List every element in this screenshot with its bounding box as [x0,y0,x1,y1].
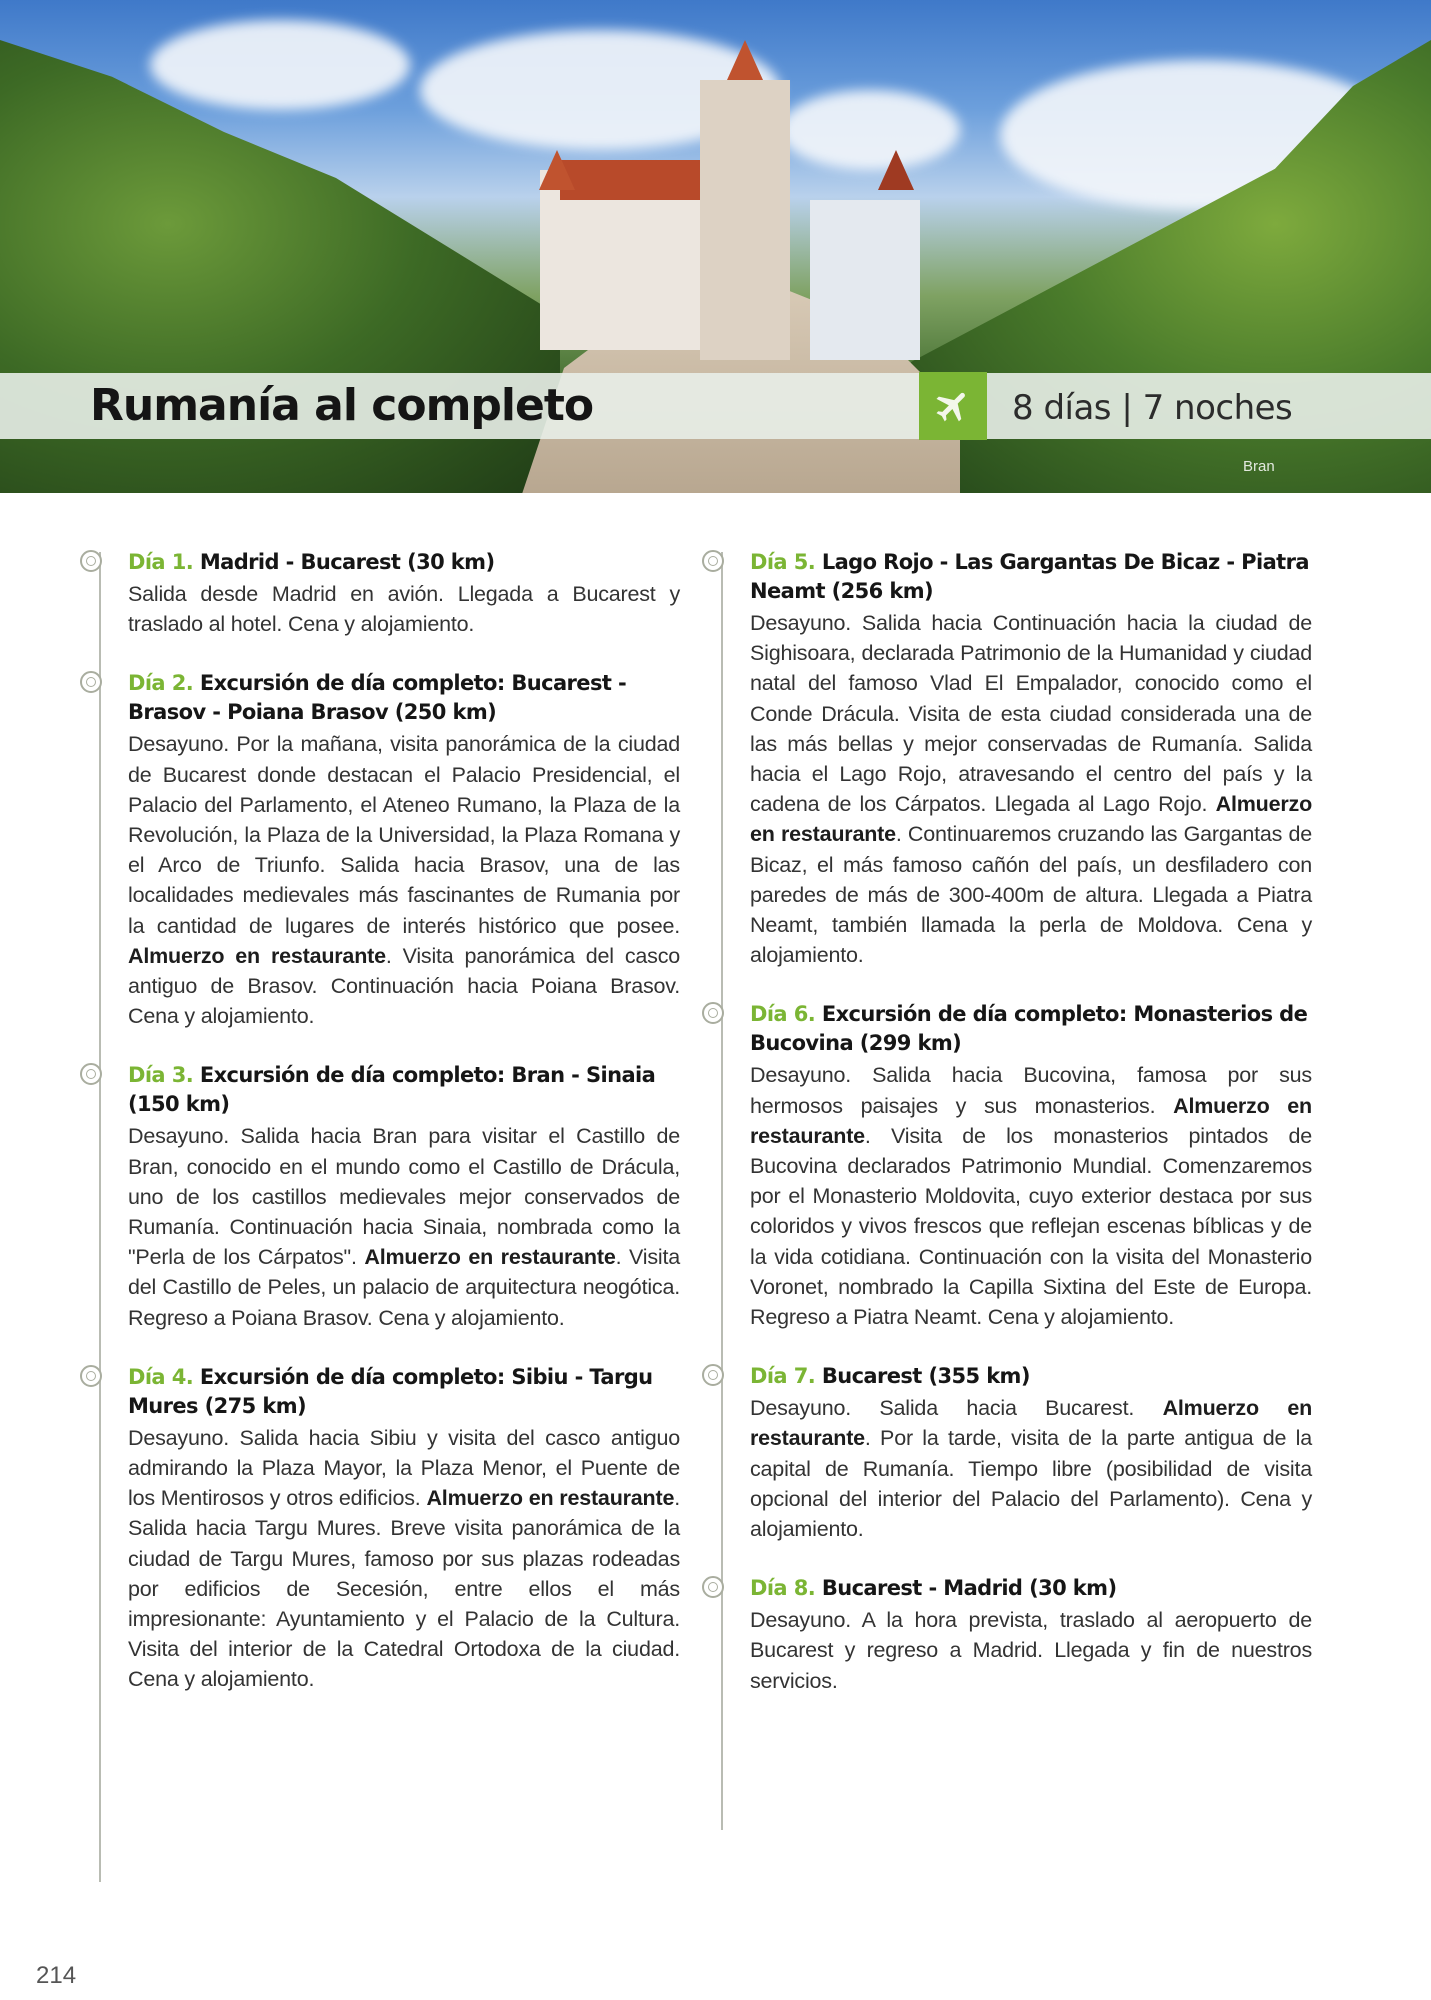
trip-duration: 8 días | 7 noches [1012,388,1293,428]
day-item-1 [90,548,680,639]
day-item-7 [712,1362,1312,1544]
day-item-6 [712,1000,1312,1332]
day-item-3 [90,1061,680,1332]
day-title: Excursión de día completo: Bucarest - Brasov - Poiana Brasov (250 km) [128,671,627,725]
day-text: Desayuno. Salida hacia Continuación hacia la ciudad de Sighisoara, declarada Patrimonio de la Humanidad y ciudad natal del famoso Vlad El Empalador, conocido como el Conde Drácula. Visita de esta ciudad considerada una de las más bellas y mejor conservadas de Rumanía. Salida hacia el Lago Rojo, atravesando el centro del país y la cadena de los Cárpatos. Llegada al Lago Rojo. [750,611,1312,817]
timeline-marker-icon [702,1576,724,1598]
day-heading [750,1362,1312,1391]
day-description [750,608,1312,970]
cloud-shape [780,90,960,170]
day-description [128,729,680,1031]
itinerary-column-left [90,548,680,1695]
day-description [128,1121,680,1332]
cloud-shape [150,20,410,110]
day-text: Desayuno. A la hora prevista, traslado al aeropuerto de Bucarest y regreso a Madrid. Llegada y fin de nuestros servicios. [750,1608,1312,1693]
day-item-8 [712,1574,1312,1696]
timeline-marker-icon [702,550,724,572]
day-text: Desayuno. Salida hacia Bran para visitar el Castillo de Bran, conocido en el mundo como el Castillo de Drácula, uno de los castillos medievales mejor conservados de Rumanía. Continuación hacia Sinaia, nombrada como la "Perla de los Cárpatos". [128,1124,680,1270]
photo-caption: Bran [1243,458,1275,475]
day-title: Lago Rojo - Las Gargantas De Bicaz - Piatra Neamt (256 km) [750,550,1309,603]
transport-badge [919,372,987,440]
day-label: Día 1. [128,550,194,574]
day-label: Día 2. [128,671,194,696]
castle-roof [560,160,700,200]
day-text: Desayuno. Salida hacia Sibiu y visita del casco antiguo admirando la Plaza Mayor, la Plaza Menor, el Puente de los Mentirosos y otros edificios. [128,1425,680,1511]
day-text: Desayuno. Salida hacia Bucarest. [750,1396,1163,1421]
day-item-5 [712,548,1312,970]
day-title: Excursión de día completo: Monasterios de Bucovina (299 km) [750,1002,1308,1056]
day-item-2 [90,669,680,1031]
meal-highlight: Almuerzo en restaurante [750,1396,1313,1451]
day-heading [128,1061,680,1119]
castle-east-spire [878,150,914,190]
itinerary-column-right [712,548,1312,1696]
day-label: Día 3. [128,1063,194,1088]
day-heading [750,548,1312,606]
day-text: . Visita panorámica del casco antiguo de Brasov. Continuación hacia Poiana Brasov. Cena y alojamiento. [128,943,680,1029]
day-description [750,1393,1312,1544]
day-description [128,579,680,639]
day-text: Desayuno. Por la mañana, visita panorámica de la ciudad de Bucarest donde destacan el Palacio Presidencial, el Palacio del Parlamento, el Ateneo Rumano, la Plaza de la Revolución, la Plaza de la Universidad, la Plaza Romana y el Arco de Triunfo. Salida hacia Brasov, una de las localidades medievales más fascinantes de Rumania por la cantidad de lugares de interés histórico que posee. [128,732,680,938]
day-text: . Visita del Castillo de Peles, un palacio de arquitectura neogótica. Regreso a Poiana Brasov. Cena y alojamiento. [128,1245,680,1330]
castle-west-spire [539,150,575,190]
meal-highlight: Almuerzo en restaurante [128,943,386,968]
day-heading [128,1363,680,1421]
timeline-marker-icon [80,671,102,693]
day-text: . Continuaremos cruzando las Gargantas de Bicaz, el más famoso cañón del país, un desfiladero con paredes de más de 300-400m de altura. Llegada a Piatra Neamt, también llamada la perla de Moldova. Cena y alojamiento. [750,822,1312,968]
day-label: Día 7. [750,1364,816,1389]
timeline-marker-icon [702,1364,724,1386]
day-heading [128,669,680,727]
day-description [750,1605,1312,1696]
meal-highlight: Almuerzo en restaurante [364,1245,616,1270]
day-text: . Por la tarde, visita de la parte antigua de la capital de Rumanía. Tiempo libre (posibilidad de visita opcional del interior del Palacio del Parlamento). Cena y alojamiento. [750,1426,1312,1542]
castle-spire [727,40,763,80]
day-description [128,1423,680,1695]
castle-east-wing [810,200,920,360]
meal-highlight: Almuerzo en restaurante [750,1093,1312,1148]
day-heading [128,548,680,577]
day-title: Excursión de día completo: Bran - Sinaia (150 km) [128,1063,656,1117]
day-text: . Visita de los monasterios pintados de Bucovina declarados Patrimonio Mundial. Comenzaremos por el Monasterio Moldovita, cuyo exterior destaca por sus coloridos y vivos frescos que reflejan escenas bíblicas y de la vida cotidiana. Continuación con la visita del Monasterio Voronet, nombrado la Capilla Sixtina del Este de Europa. Regreso a Piatra Neamt. Cena y alojamiento. [750,1123,1312,1330]
day-label: Día 5. [750,550,816,574]
castle-main-tower [700,80,790,360]
day-label: Día 8. [750,1576,816,1601]
day-label: Día 6. [750,1002,816,1027]
day-item-4 [90,1363,680,1695]
timeline-marker-icon [80,1063,102,1085]
day-text: Salida desde Madrid en avión. Llegada a Bucarest y traslado al hotel. Cena y alojamiento. [128,582,680,637]
day-text: . Salida hacia Targu Mures. Breve visita panorámica de la ciudad de Targu Mures, famoso por sus plazas rodeadas por edificios de Secesión, entre ellos el más impresionante: Ayuntamiento y el Palacio de la Cultura. Visita del interior de la Catedral Ortodoxa de la ciudad. Cena y alojamiento. [128,1486,680,1692]
timeline-marker-icon [702,1002,724,1024]
page-title: Rumanía al completo [90,380,594,431]
day-label: Día 4. [128,1364,194,1389]
day-title: Madrid - Bucarest (30 km) [199,550,495,574]
day-heading [750,1574,1312,1603]
timeline-marker-icon [80,550,102,572]
day-heading [750,1000,1312,1058]
meal-highlight: Almuerzo en restaurante [750,792,1312,847]
airplane-icon [933,386,973,426]
day-title: Excursión de día completo: Sibiu - Targu Mures (275 km) [128,1364,653,1418]
day-title: Bucarest (355 km) [821,1364,1030,1389]
meal-highlight: Almuerzo en restaurante [426,1486,675,1511]
page-number: 214 [36,1962,77,1989]
day-title: Bucarest - Madrid (30 km) [821,1576,1117,1601]
timeline-marker-icon [80,1365,102,1387]
day-description [750,1060,1312,1332]
day-text: Desayuno. Salida hacia Bucovina, famosa por sus hermosos paisajes y sus monasterios. [750,1063,1312,1118]
